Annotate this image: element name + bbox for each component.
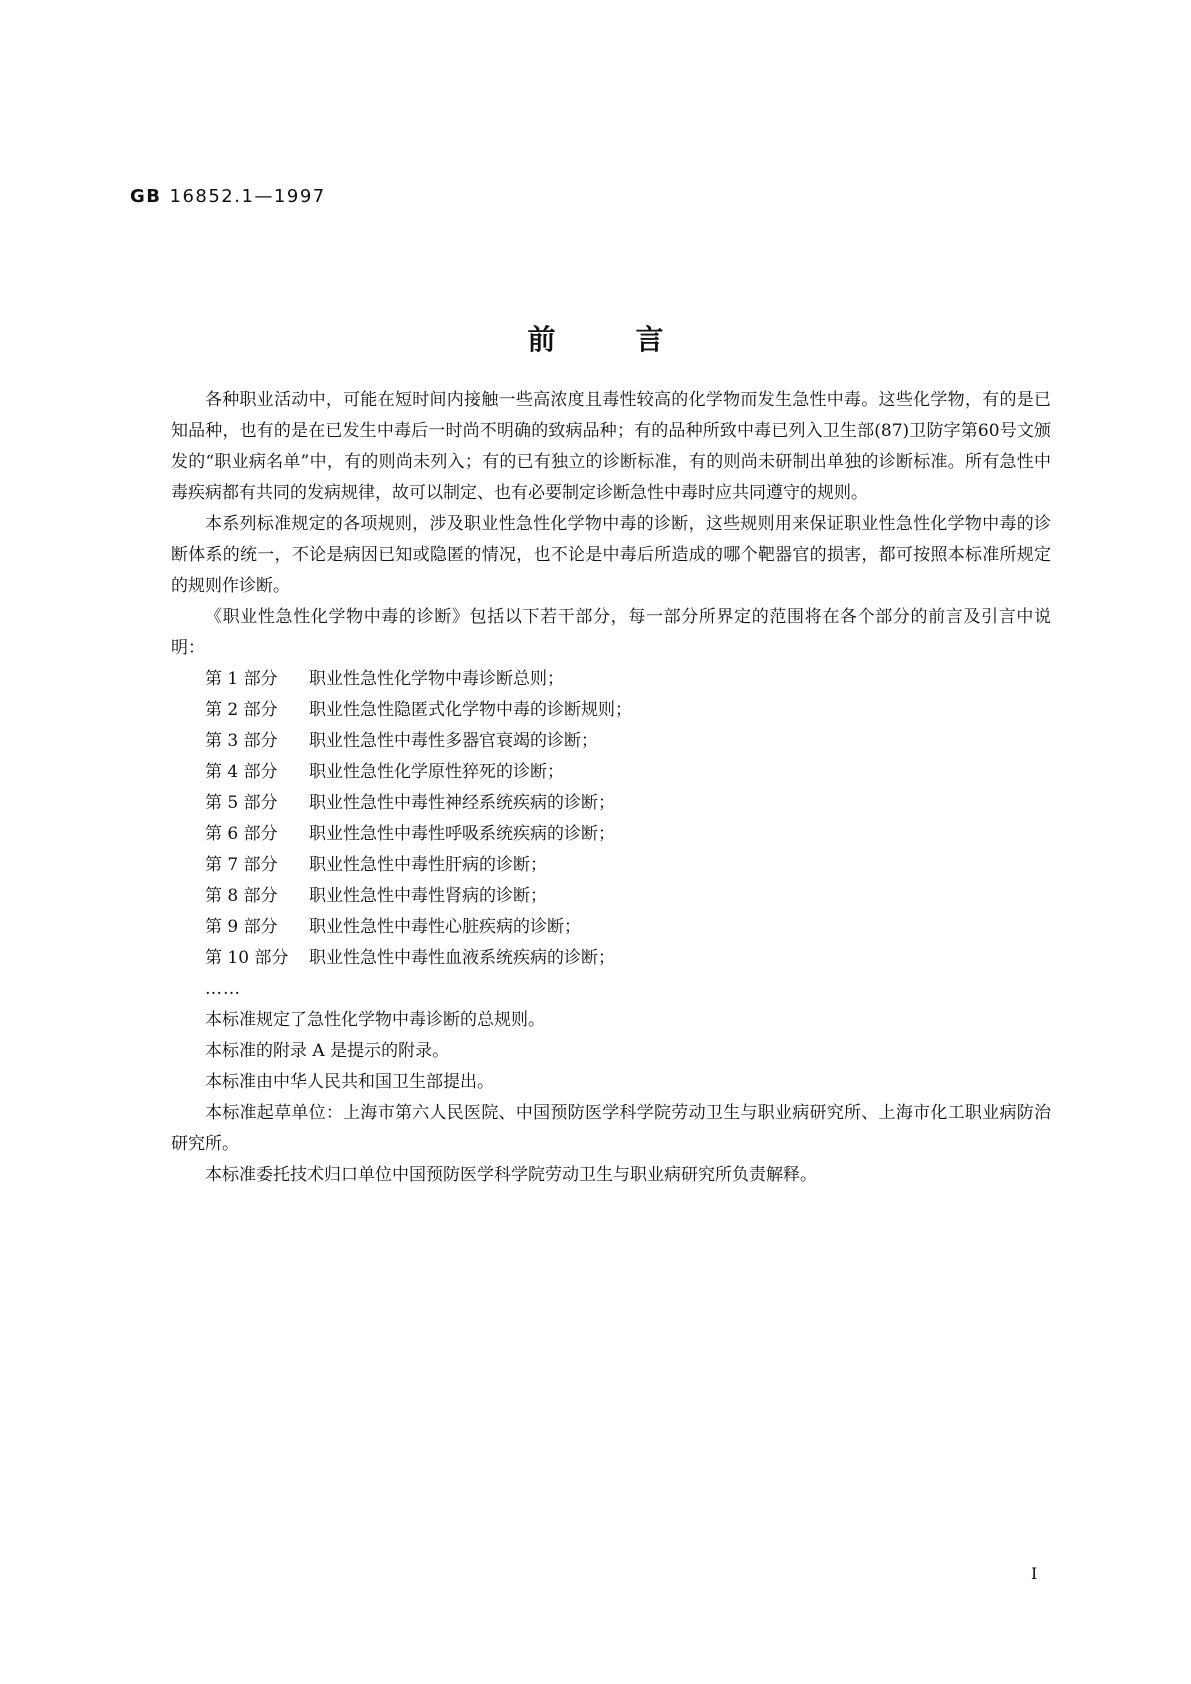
standard-prefix: GB — [130, 186, 162, 207]
part-number: 第 6 部分 — [205, 824, 278, 844]
part-number: 第 3 部分 — [205, 731, 278, 751]
statement: 本标准的附录 A 是提示的附录。 — [205, 1041, 450, 1061]
part-number: 第 10 部分 — [205, 948, 289, 968]
part-title: 职业性急性中毒性肝病的诊断； — [309, 855, 547, 875]
statement: 本标准由中华人民共和国卫生部提出。 — [205, 1072, 494, 1092]
part-item — [205, 726, 1051, 757]
standard-number: 16852.1—1997 — [169, 186, 326, 207]
part-title: 职业性急性中毒性多器官衰竭的诊断； — [309, 731, 598, 751]
intro-paragraph: 《职业性急性化学物中毒的诊断》包括以下若干部分，每一部分所界定的范围将在各个部分的前言及引言中说明： — [171, 607, 1051, 658]
statement: 本标准规定了急性化学物中毒诊断的总规则。 — [205, 1010, 545, 1030]
statement: 本标准委托技术归口单位中国预防医学科学院劳动卫生与职业病研究所负责解释。 — [205, 1165, 817, 1185]
part-item — [205, 881, 1051, 912]
part-title: 职业性急性化学原性猝死的诊断； — [309, 762, 564, 782]
statements — [171, 1005, 1051, 1191]
part-number: 第 8 部分 — [205, 886, 278, 906]
part-item — [205, 850, 1051, 881]
standard-code — [130, 186, 326, 207]
part-number: 第 4 部分 — [205, 762, 278, 782]
part-title: 职业性急性中毒性神经系统疾病的诊断； — [309, 793, 615, 813]
part-item — [205, 695, 1051, 726]
part-title: 职业性急性隐匿式化学物中毒的诊断规则； — [309, 700, 632, 720]
part-title: 职业性急性中毒性心脏疾病的诊断； — [309, 917, 581, 937]
part-number: 第 7 部分 — [205, 855, 278, 875]
part-item — [205, 757, 1051, 788]
intro-paragraph: 各种职业活动中，可能在短时间内接触一些高浓度且毒性较高的化学物而发生急性中毒。这些化学物，有的是已知品种，也有的是在已发生中毒后一时尚不明确的致病品种；有的品种所致中毒已列入卫生部(87)卫防字第60号文颁发的“职业病名单”中，有的则尚未列入；有的已有独立的诊断标准，有的则尚未研制出单独的诊断标准。所有急性中毒疾病都有共同的发病规律，故可以制定、也有必要制定诊断急性中毒时应共同遵守的规则。 — [171, 390, 1051, 503]
page-title: 前言 — [527, 323, 744, 356]
document-body — [171, 385, 1051, 1191]
part-title: 职业性急性中毒性呼吸系统疾病的诊断； — [309, 824, 615, 844]
part-title: 职业性急性中毒性肾病的诊断； — [309, 886, 547, 906]
ellipsis: …… — [205, 979, 241, 999]
part-number: 第 1 部分 — [205, 669, 278, 689]
part-number: 第 5 部分 — [205, 793, 278, 813]
part-item — [205, 943, 1051, 974]
part-number: 第 2 部分 — [205, 700, 278, 720]
statement: 本标准起草单位：上海市第六人民医院、中国预防医学科学院劳动卫生与职业病研究所、上海市化工职业病防治研究所。 — [171, 1103, 1051, 1154]
part-title: 职业性急性中毒性血液系统疾病的诊断； — [309, 948, 615, 968]
part-title: 职业性急性化学物中毒诊断总则； — [309, 669, 564, 689]
part-number: 第 9 部分 — [205, 917, 278, 937]
intro-paragraph: 本系列标准规定的各项规则，涉及职业性急性化学物中毒的诊断，这些规则用来保证职业性急性化学物中毒的诊断体系的统一，不论是病因已知或隐匿的情况，也不论是中毒后所造成的哪个靶器官的损害，都可按照本标准所规定的规则作诊断。 — [171, 514, 1051, 596]
page-number: I — [1031, 1564, 1038, 1583]
part-item — [205, 664, 1051, 695]
parts-list — [171, 664, 1051, 974]
part-item — [205, 788, 1051, 819]
part-item — [205, 912, 1051, 943]
part-item — [205, 819, 1051, 850]
